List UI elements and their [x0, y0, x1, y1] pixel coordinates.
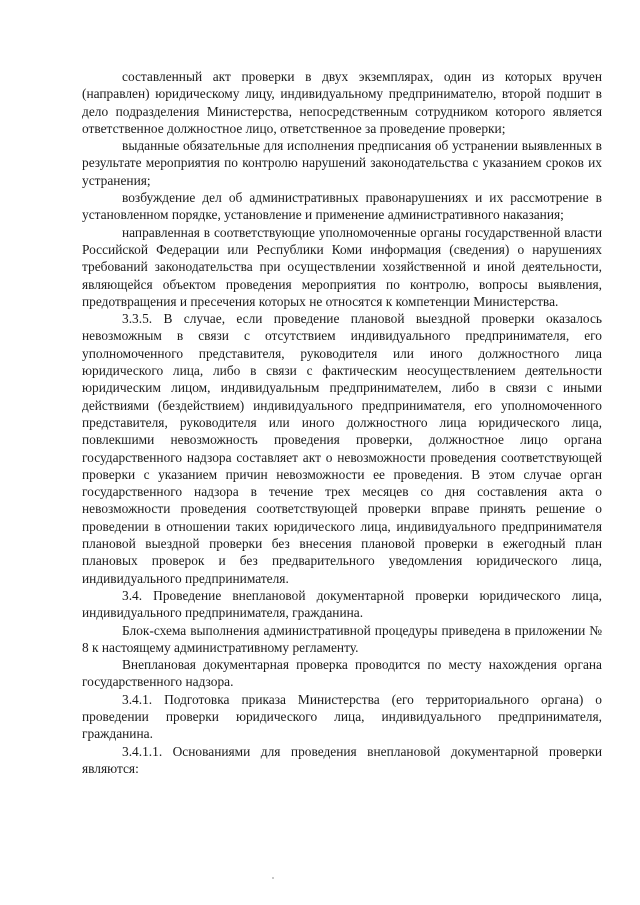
- paragraph: возбуждение дел об административных правонарушениях и их рассмотрение в установленном порядке, установление и применение административного наказания;: [82, 190, 602, 223]
- paragraph: Блок-схема выполнения административной процедуры приведена в приложении № 8 к настоящему административному регламенту.: [82, 622, 602, 655]
- paragraph: Внеплановая документарная проверка проводится по месту нахождения органа государственного надзора.: [82, 657, 602, 690]
- paragraph: 3.4.1.1. Основаниями для проведения внеплановой документарной проверки являются:: [82, 743, 602, 776]
- paragraph: 3.3.5. В случае, если проведение плановой выездной проверки оказалось невозможным в связи с отсутствием индивидуального предпринимателя, его уполномоченного представителя, руководителя или иного должностного лица юридического лица, либо в связи с фактическим неосуществлением деятельности юридическим лицом, индивидуальным предпринимателем, либо в связи с иными действиями (бездействием) индивидуального предпринимателя, его уполномоченного представителя, руководителя или иного должностного лица юридического лица, повлекшими невозможность проведения проверки, должностное лицо органа государственного надзора составляет акт о невозможности проведения соответствующей проверки с указанием причин невозможности ее проведения. В этом случае орган государственного надзора в течение трех месяцев со дня составления акта о невозможности проведения соответствующей проверки вправе принять решение о проведении в отношении таких юридического лица, индивидуального предпринимателя плановой выездной проверки без внесения плановой проверки в ежегодный план плановых проверок и без предварительного уведомления юридического лица, индивидуального предпринимателя.: [82, 311, 602, 586]
- paragraph: 3.4.1. Подготовка приказа Министерства (его территориального органа) о проведении проверки юридического лица, индивидуального предпринимателя, гражданина.: [82, 691, 602, 742]
- document-body: [82, 68, 602, 777]
- paragraph: составленный акт проверки в двух экземплярах, один из которых вручен (направлен) юридическому лицу, индивидуальному предпринимателю, второй подшит в дело подразделения Министерства, непосредственным сотрудником которого является ответственное должностное лицо, ответственное за проведение проверки;: [82, 69, 602, 136]
- scan-dot: [272, 877, 274, 879]
- paragraph: направленная в соответствующие уполномоченные органы государственной власти Российской Федерации или Республики Коми информация (сведения) о нарушениях требований законодательства при осуществлении хозяйственной и иной деятельности, являющейся объектом проведения мероприятия по контролю, вопросы выявления, предотвращения и пресечения которых не относятся к компетенции Министерства.: [82, 224, 602, 309]
- paragraph: 3.4. Проведение внеплановой документарной проверки юридического лица, индивидуального предпринимателя, гражданина.: [82, 587, 602, 621]
- paragraph: выданные обязательные для исполнения предписания об устранении выявленных в результате мероприятия по контролю нарушений законодательства с указанием сроков их устранения;: [82, 138, 602, 188]
